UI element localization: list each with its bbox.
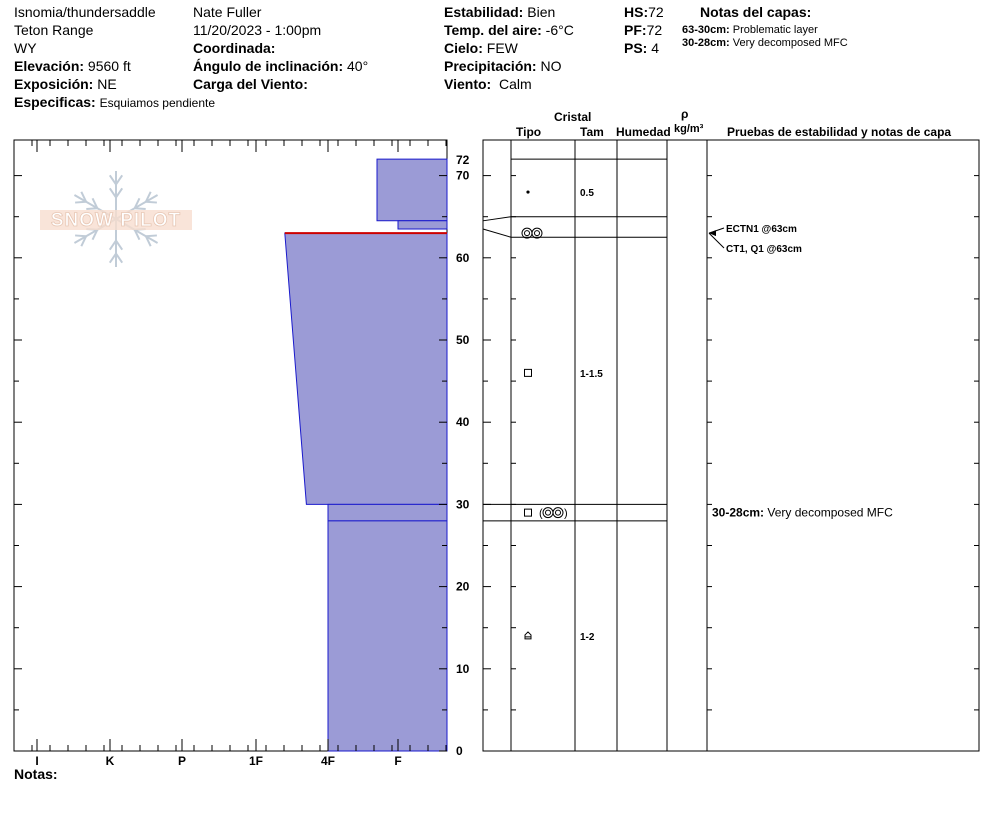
pf-label: PF: [624,22,647,38]
layer-note-2-text: Very decomposed MFC [732,37,848,49]
melt-form-icon [535,231,540,236]
melt-form-icon [522,228,532,238]
crystal-size: 0.5 [580,188,594,200]
precip-value: NO [540,58,562,74]
slope-label: Ángulo de inclinación: [193,58,344,74]
specifics-value: Esquiamos pendiente [99,96,216,110]
sky-value: FEW [486,40,518,56]
row-connector [483,217,511,221]
datetime: 11/20/2023 - 1:00pm [193,22,322,38]
air-temp-label: Temp. del aire: [444,22,542,38]
crystal-row-3 [525,369,532,376]
faceted-crystal-icon [525,509,532,516]
hardness-label-1F: 1F [248,754,264,768]
stability-tests [709,224,893,520]
profile-layer-4 [328,504,447,520]
melt-form-icon [525,231,530,236]
depth-label: 0 [456,744,463,758]
specifics-label: Especificas: [14,94,96,110]
melt-form-icon [546,510,551,515]
hardness-label-F: F [394,754,402,768]
layer-note-2-range: 30-28cm: [682,37,730,49]
depth-hoar-icon [525,632,531,639]
profile-layer-5 [328,521,447,751]
melt-form-icon [556,510,561,515]
test-leader-line [709,233,724,248]
elevation-label: Elevación: [14,58,85,74]
test-arrow-icon [709,230,716,236]
range-name: Teton Range [14,22,94,38]
hardness-label-I: I [35,754,39,768]
row-connector [483,229,511,237]
state: WY [14,40,37,56]
profile-layer-2 [398,221,447,229]
wind-load-label: Carga del Viento: [193,76,308,92]
stability-label: Estabilidad: [444,4,524,20]
header-cristal: Cristal [554,110,592,124]
paren-icon: ) [564,507,568,520]
depth-label: 30 [456,497,470,512]
ps-value: 4 [651,40,660,56]
stability-test-2: CT1, Q1 @63cm [726,244,802,255]
crystal-row-5 [525,632,531,639]
layer-note-row-text: Very decomposed MFC [767,505,893,520]
pf-value: 72 [646,22,663,38]
layer-note-row-1 [712,506,893,520]
aspect-value: NE [97,76,117,92]
crystal-size: 1-1.5 [580,368,603,380]
melt-form-icon [532,228,542,238]
hs-label: HS: [624,4,649,20]
header-tests: Pruebas de estabilidad y notas de capa [727,125,952,139]
profile-layer-1 [377,159,447,221]
precip-label: Precipitación: [444,58,537,74]
profile-layers [285,159,447,751]
depth-label: 70 [456,168,470,183]
hardness-label-4F: 4F [320,754,336,768]
hardness-label-P: P [177,754,187,768]
layer-note-row-range: 30-28cm: [712,505,768,520]
hardness-label-K: K [105,754,115,768]
depth-label: 50 [456,333,470,347]
header-tipo: Tipo [516,125,542,139]
paren-icon: ( [539,507,543,520]
melt-form-icon [543,508,553,518]
faceted-crystal-icon [525,369,532,376]
slope-value: 40° [347,58,369,74]
depth-label: 72 [456,153,470,168]
depth-label: 40 [456,415,470,430]
observer: Nate Fuller [193,4,262,20]
crystal-row-1 [526,190,529,193]
crystal-row-2 [522,228,542,238]
profile-layer-3 [285,233,447,504]
crystal-row-4 [525,508,568,520]
crystal-size: 1-2 [580,631,595,643]
coords-label: Coordinada: [193,40,276,56]
ps-label: PS: [624,40,648,56]
notes-label: Notas: [14,766,58,782]
melt-form-icon [553,508,563,518]
header-humedad: Humedad [616,125,671,139]
layer-note-1-range: 63-30cm: [682,24,730,36]
header-tam: Tam [580,125,604,139]
header-rho: ρ [681,107,689,121]
crystal-symbols [522,188,603,643]
depth-label: 60 [456,250,470,265]
stability-value: Bien [527,4,556,20]
hs-value: 72 [648,4,664,20]
layer-notes-title: Notas del capas: [700,4,812,20]
layer-note-1-text: Problematic layer [732,24,818,36]
wind-label: Viento: [444,76,492,92]
depth-axis [14,153,979,758]
location: Isnomia/thundersaddle [14,4,156,20]
header-density-unit: kg/m³ [674,123,704,135]
wind-value: Calm [498,76,532,92]
elevation-value: 9560 ft [87,58,131,74]
aspect-label: Exposición: [14,76,94,92]
sky-label: Cielo: [444,40,483,56]
logo-text: SNOW PILOT [50,210,182,231]
depth-label: 10 [456,661,470,676]
precip-particle-icon [526,190,529,193]
snowpilot-logo [40,171,192,267]
stability-test-1: ECTN1 @63cm [726,224,797,235]
air-temp-value: -6°C [545,22,574,38]
depth-label: 20 [456,579,470,594]
